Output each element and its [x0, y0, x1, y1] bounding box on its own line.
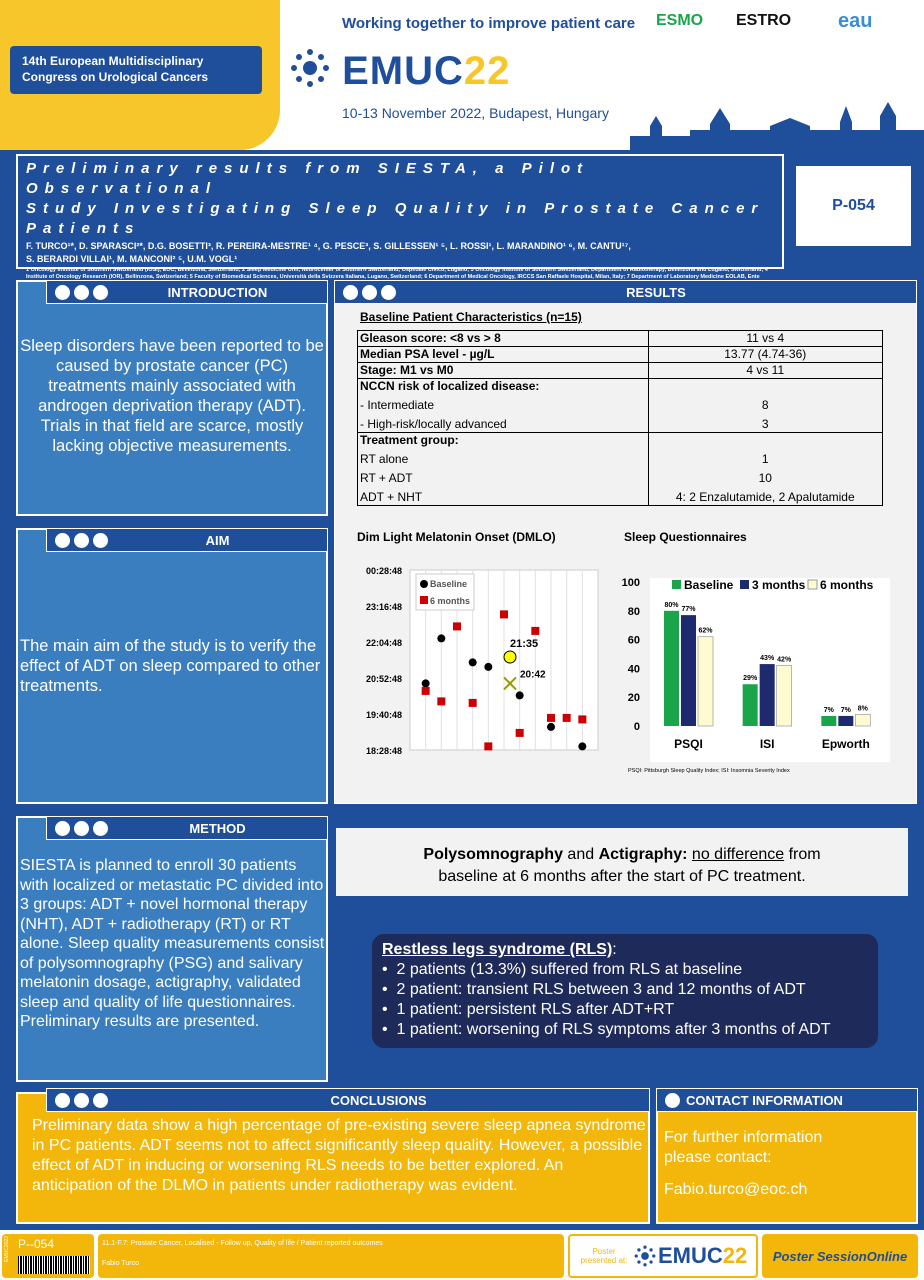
- dlmo-chart: [352, 556, 606, 762]
- conference-name-box: [10, 46, 262, 94]
- rls-item: • 2 patients (13.3%) suffered from RLS at baseline: [382, 961, 743, 978]
- table-row: [358, 394, 882, 413]
- x-tick-label: ISI: [759, 737, 775, 751]
- legend-marker: [808, 580, 817, 589]
- dlmo-chart-title: Dim Light Melatonin Onset (DMLO): [357, 530, 556, 544]
- rls-item: • 1 patient: worsening of RLS symptoms after 3 months of ADT: [382, 1021, 831, 1038]
- table-row: [358, 331, 882, 347]
- table-cell-value: 10: [648, 467, 882, 486]
- table-row: [358, 448, 882, 467]
- dots-icon: [343, 285, 396, 300]
- table-cell-label: - High-risk/locally advanced: [360, 417, 507, 431]
- table-cell-value: 3: [648, 413, 882, 433]
- y-tick-label: 60: [627, 634, 640, 647]
- poster-session-online-logo: Poster SessionOnline: [762, 1234, 918, 1278]
- dots-icon: [55, 1093, 108, 1108]
- baseline-point: [547, 723, 555, 731]
- rls-item-text: 1 patient: persistent RLS after ADT+RT: [396, 1001, 675, 1018]
- table-cell-label: ADT + NHT: [360, 490, 423, 504]
- table-cell-value: [648, 379, 882, 395]
- legend-label: 3 months: [752, 578, 806, 592]
- table-cell-label: - Intermediate: [360, 398, 435, 412]
- bar-label: 7%: [823, 706, 834, 714]
- six-month-point: [422, 687, 430, 695]
- polysomnography-box: [336, 828, 908, 896]
- bar: [743, 684, 758, 726]
- bar-label: 62%: [698, 627, 713, 635]
- no-difference-text: no difference: [691, 846, 785, 863]
- psg-from: from: [784, 846, 821, 863]
- rls-box: Restless legs syndrome (RLS): • 2 patients (13.3%) suffered from RLS at baseline • 2 patient: transient RLS between 3 and 12 months of ADT • 1 patient: persistent RLS after ADT+RT • 1 patient: worsening of RLS symptoms after 3 months of ADT: [372, 934, 878, 1048]
- legend-marker: [420, 596, 428, 604]
- table-row: [358, 433, 882, 449]
- aim-text: The main aim of the study is to verify the effect of ADT on sleep compared to other treatments.: [20, 637, 321, 695]
- eau-logo: eau: [838, 10, 873, 32]
- affiliations: 1 Oncology Institute of Southern Switzerland (IOSI), EOC, Bellinzona, Switzerland; 2 Sleep Medicine Unit, Neurocenter of Southern Switzerland, Ospedale Civico, Lugano; 3 Oncology Institute of Southern Switzerland, Department of Radiotherapy, Bellinzona and Lugano, Switzerland; 4 Institute of Oncology Research (IOR), Bellinzona, Switzerland; 5 Faculty of Biomedical Sciences, Università della Svizzera Italiana, Lugano, Switzerland; 6 Department of Medical Oncology, IRCCS San Raffaele Hospital, Milan, Italy; 7 Department of Laboratory Medicine EOLAB, Ente: [26, 267, 768, 280]
- title-line-3: Patients: [26, 220, 141, 237]
- table-cell-value: 8: [648, 394, 882, 413]
- poster-number: P-054: [796, 166, 911, 246]
- footer-emuc-text: EMUC: [658, 1243, 723, 1268]
- legend-label: Baseline: [684, 578, 734, 592]
- method-text: SIESTA is planned to enroll 30 patients with localized or metastatic PC divided into 3 groups: ADT + novel hormonal therapy (NHT), ADT + radiotherapy (RT) or RT alone. Sleep quality measurements consist of polysomnography (PSG) and salivary melatonin dosage, actigraphy, validated sleep and quality of life questionnaires. Preliminary results are presented.: [20, 857, 325, 1030]
- six-month-point: [547, 714, 555, 722]
- bar-label: 8%: [857, 705, 868, 713]
- bar: [821, 716, 836, 726]
- footer-vertical-tag: EMUC2022: [4, 1236, 10, 1262]
- rls-item-text: 1 patient: worsening of RLS symptoms after 3 months of ADT: [396, 1021, 831, 1038]
- table-cell-value: 4 vs 11: [648, 363, 882, 379]
- method-title: METHOD: [189, 820, 246, 836]
- conference-line-1: 14th European Multidisciplinary: [22, 54, 204, 68]
- x-tick-label: Epworth: [821, 737, 870, 751]
- y-tick-label: 100: [621, 577, 640, 589]
- six-month-point: [469, 699, 477, 707]
- y-tick-label: 18:28:48: [365, 746, 402, 756]
- chart-footnote: PSQI: Pittsburgh Sleep Quality Index; ISI: Insomnia Severity Index: [628, 768, 790, 774]
- table-row: [358, 363, 882, 379]
- tagline: Working together to improve patient care: [342, 15, 636, 32]
- results-header: [334, 280, 917, 304]
- baseline-table: [357, 330, 883, 506]
- dot-icon: [665, 1093, 680, 1108]
- conclusions-header: [46, 1088, 650, 1112]
- y-tick-label: 20:52:48: [365, 674, 402, 684]
- annotation-marker: [504, 651, 516, 663]
- annotation-label: 20:42: [520, 669, 546, 681]
- presented-label: Poster presented at:: [580, 1247, 628, 1265]
- table-cell-label: RT + ADT: [360, 471, 413, 485]
- table-cell-label: Median PSA level - µg/L: [358, 347, 648, 363]
- introduction-header: [46, 280, 328, 304]
- table-cell-value: 4: 2 Enzalutamide, 2 Apalutamide: [648, 486, 882, 505]
- legend-marker: [420, 580, 428, 588]
- y-tick-label: 40: [627, 663, 640, 676]
- psg-and: and: [562, 846, 599, 863]
- six-month-point: [453, 622, 461, 630]
- bar: [855, 714, 870, 726]
- bar: [838, 716, 853, 726]
- estro-logo: ESTRO: [736, 12, 792, 29]
- baseline-point: [437, 634, 445, 642]
- bar-label: 7%: [840, 706, 851, 714]
- legend-label: 6 months: [820, 578, 874, 592]
- rls-item-text: 2 patients (13.3%) suffered from RLS at baseline: [396, 961, 743, 978]
- bar: [777, 666, 792, 726]
- contact-header: [656, 1088, 918, 1112]
- bar-label: 77%: [681, 606, 696, 614]
- table-cell-value: 13.77 (4.74-36): [648, 347, 882, 363]
- bar: [664, 611, 679, 726]
- esmo-logo: ESMO: [656, 12, 704, 29]
- psg-label: Polysomnography: [423, 846, 563, 863]
- table-row: [358, 467, 882, 486]
- emuc-logo: [290, 48, 510, 94]
- y-tick-label: 22:04:48: [365, 638, 402, 648]
- dots-icon: [55, 821, 108, 836]
- method-header: [46, 816, 328, 840]
- results-title: RESULTS: [626, 284, 686, 300]
- introduction-text: Sleep disorders have been reported to be caused by prostate cancer (PC) treatments mainly associated with androgen deprivation therapy (ADT). Trials in that field are scarce, mostly lacking objective measurements.: [20, 337, 324, 455]
- conference-line-2: Congress on Urological Cancers: [22, 70, 209, 84]
- table-cell-value: 1: [648, 448, 882, 467]
- presented-at-box: [568, 1234, 758, 1278]
- bar: [681, 615, 696, 726]
- conclusions-text: Preliminary data show a high percentage of pre-existing severe sleep apnea syndrome in PC patients. ADT seems not to affect significantly sleep quality. However, a possible effect of ADT in inducing or worsening RLS needs to be better explored. An anticipation of the DLMO in patients under radiotherapy was evident.: [32, 1117, 646, 1194]
- y-tick-label: 19:40:48: [365, 710, 402, 720]
- y-tick-label: 00:28:48: [365, 566, 402, 576]
- six-month-point: [484, 742, 492, 750]
- rls-item-text: 2 patient: transient RLS between 3 and 12 months of ADT: [396, 981, 806, 998]
- legend-marker: [740, 580, 749, 589]
- table-cell-label: RT alone: [360, 452, 409, 466]
- contact-title: CONTACT INFORMATION: [686, 1092, 843, 1108]
- conclusions-title: CONCLUSIONS: [330, 1092, 427, 1108]
- sq-chart-title: Sleep Questionnaires: [624, 530, 747, 544]
- title-block: [16, 154, 784, 280]
- six-month-point: [578, 715, 586, 723]
- y-tick-label: 23:16:48: [365, 602, 402, 612]
- six-month-point: [531, 627, 539, 635]
- footer-id-box: [2, 1234, 94, 1278]
- bar-label: 80%: [664, 601, 679, 609]
- table-cell-label: Treatment group:: [358, 433, 648, 449]
- six-month-point: [500, 610, 508, 618]
- y-tick-label: 20: [627, 692, 640, 705]
- table-cell-value: 11 vs 4: [648, 331, 882, 347]
- footer-emuc-logo: [658, 1243, 747, 1269]
- title-line-1: Preliminary results from SIESTA, a Pilot Observational: [26, 160, 590, 197]
- y-tick-label: 0: [633, 721, 640, 733]
- emuc-year: 22: [463, 49, 511, 93]
- barcode-icon: [18, 1256, 90, 1274]
- table-cell-label: Stage: M1 vs M0: [358, 363, 648, 379]
- emuc-text: EMUC: [342, 49, 464, 93]
- bar: [698, 637, 713, 726]
- annotation-label: 21:35: [510, 638, 539, 650]
- aim-title: AIM: [205, 532, 230, 548]
- actigraphy-label: Actigraphy:: [598, 846, 688, 863]
- baseline-point: [516, 691, 524, 699]
- contact-email[interactable]: Fabio.turco@eoc.ch: [664, 1181, 808, 1198]
- footer-emuc-year: 22: [722, 1243, 748, 1268]
- dots-icon: [55, 285, 108, 300]
- baseline-point: [484, 663, 492, 671]
- sleep-questionnaires-chart: [612, 566, 892, 762]
- authors-line-2: S. BERARDI VILLAI¹, M. MANCONI² ⁵, U.M. VOGL¹: [26, 254, 238, 264]
- baseline-point: [578, 742, 586, 750]
- congress-dates: 10-13 November 2022, Budapest, Hungary: [342, 105, 609, 121]
- table-title: Baseline Patient Characteristics (n=15): [360, 310, 582, 324]
- rls-item: • 2 patient: transient RLS between 3 and 12 months of ADT: [382, 981, 806, 998]
- table-row: [358, 486, 882, 505]
- six-month-point: [437, 697, 445, 705]
- baseline-point: [422, 679, 430, 687]
- table-cell-label: NCCN risk of localized disease:: [358, 379, 648, 395]
- sun-icon: [634, 1245, 656, 1267]
- footer-info-box: [98, 1234, 564, 1278]
- footer-poster-id: P--054: [18, 1237, 55, 1251]
- y-tick-label: 80: [627, 605, 640, 618]
- aim-header: [46, 528, 328, 552]
- introduction-title: INTRODUCTION: [167, 284, 268, 300]
- dots-icon: [55, 533, 108, 548]
- x-tick-label: PSQI: [674, 737, 703, 751]
- legend-label: Baseline: [430, 579, 468, 589]
- baseline-point: [469, 658, 477, 666]
- sun-icon: [290, 48, 330, 88]
- authors-line-1: F. TURCO¹*, D. SPARASCI²*, D.G. BOSETTI³, R. PEREIRA-MESTRE¹ ⁴, G. PESCE³, S. GILLESSEN¹ ⁵, L. ROSSI¹, L. MARANDINO¹ ⁶, M. CANTU¹⁷,: [26, 241, 631, 251]
- table-row: [358, 347, 882, 363]
- rls-item: • 1 patient: persistent RLS after ADT+RT: [382, 1001, 675, 1018]
- rls-title: Restless legs syndrome (RLS): [382, 941, 613, 958]
- six-month-point: [563, 714, 571, 722]
- budapest-skyline-icon: [630, 96, 924, 150]
- footer-author: Fabio Turco: [102, 1260, 139, 1267]
- table-row: [358, 413, 882, 433]
- legend-marker: [672, 580, 681, 589]
- footer-topic: 11.1-F.7: Prostate Cancer, Localised - Follow up, Quality of life / Patient reported outcomes: [102, 1240, 383, 1247]
- legend-label: 6 months: [430, 596, 471, 606]
- bar-label: 42%: [777, 656, 792, 664]
- bar-label: 43%: [760, 655, 775, 663]
- six-month-point: [516, 729, 524, 737]
- bar-label: 29%: [743, 675, 758, 683]
- table-cell-label: Gleason score: <8 vs > 8: [360, 331, 501, 345]
- table-cell-value: [648, 433, 882, 449]
- contact-text: For further information please contact:: [664, 1129, 823, 1166]
- table-row: [358, 379, 882, 395]
- psg-rest: baseline at 6 months after the start of PC treatment.: [438, 868, 806, 885]
- bar: [760, 664, 775, 726]
- title-line-2: Study Investigating Sleep Quality in Prostate Cancer: [26, 200, 765, 217]
